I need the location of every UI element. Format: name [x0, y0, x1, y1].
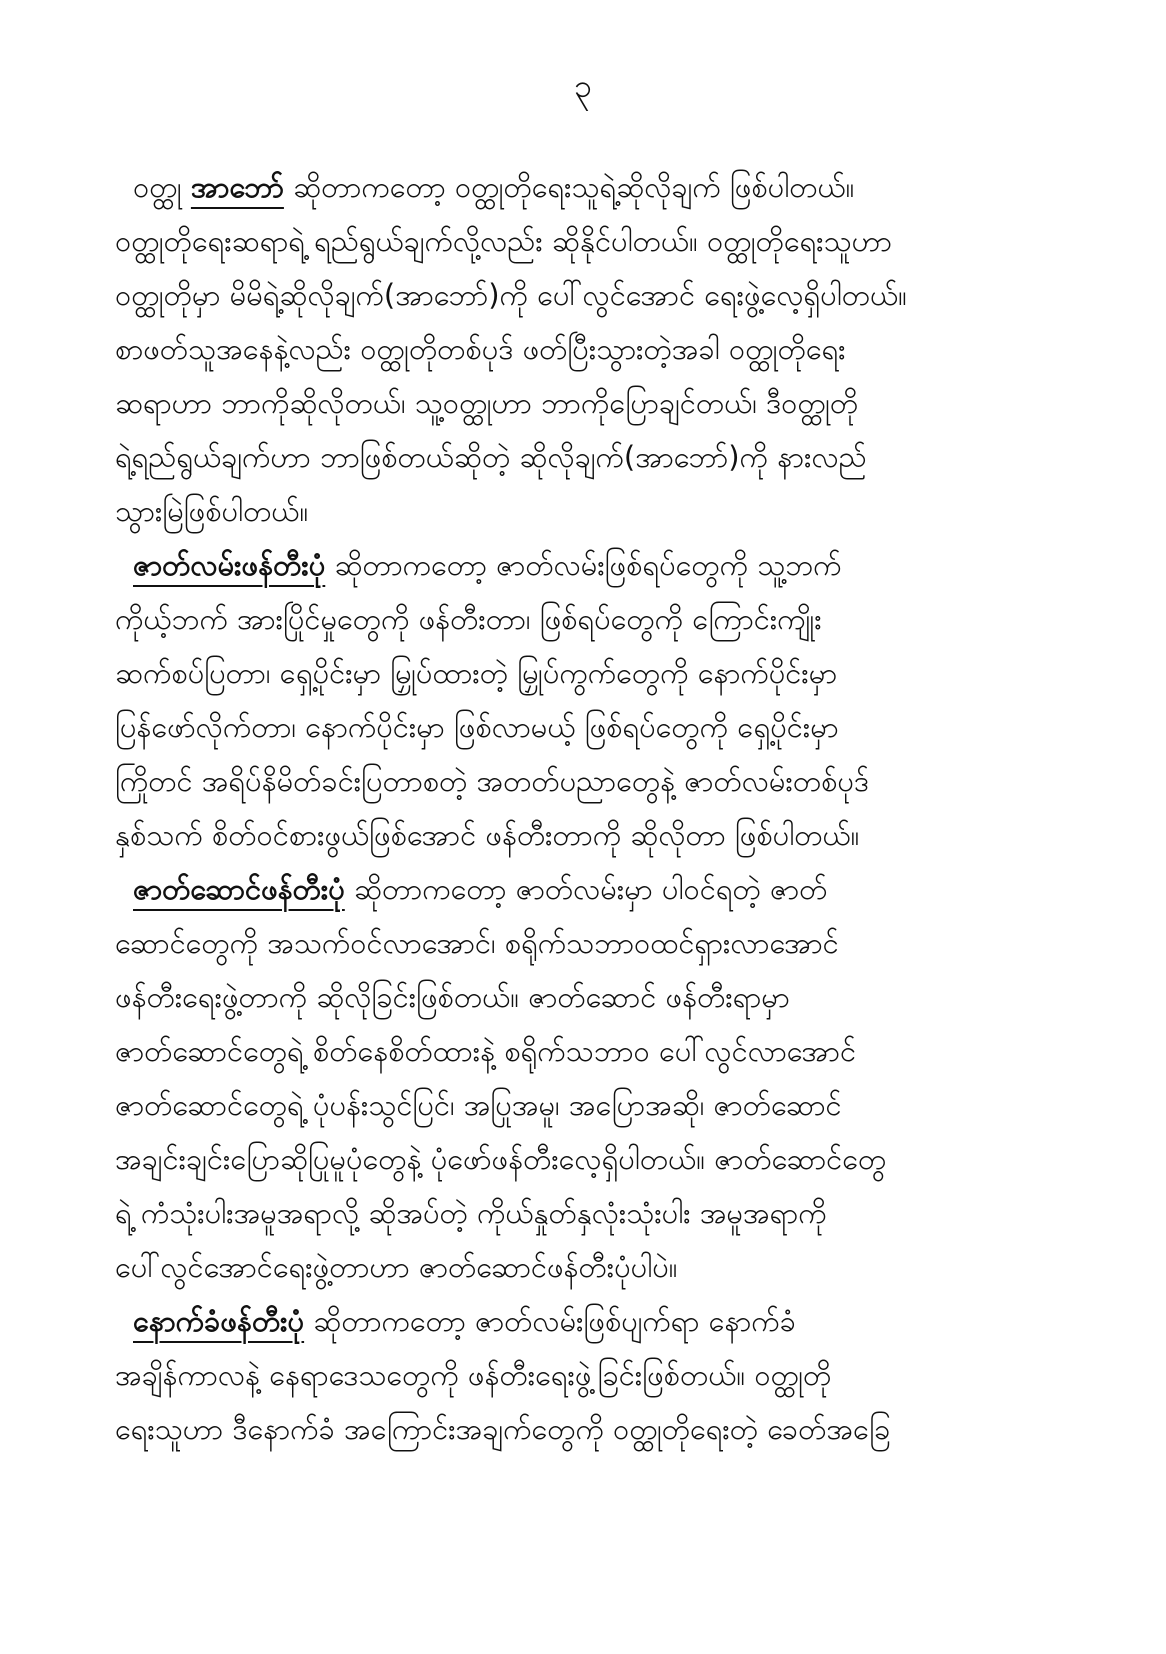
paragraph-characters: [115, 862, 1095, 1294]
paragraph-line: စာဖတ်သူအနေနဲ့လည်း ဝတ္ထုတိုတစ်ပုဒ် ဖတ်ပြီးသွားတဲ့အခါ ဝတ္ထုတိုရေး: [115, 332, 846, 366]
body-text: [115, 160, 1095, 1456]
paragraph-lead: ဝတ္ထု: [133, 170, 191, 204]
paragraph-plot: [115, 538, 1095, 862]
paragraph-line: ဇာတ်ဆောင်တွေရဲ့ ပုံပန်းသွင်ပြင်၊ အပြုအမူ၊ အပြောအဆို၊ ဇာတ်ဆောင်: [115, 1088, 842, 1122]
paragraph-theme: [115, 160, 1095, 538]
page-number: ၃: [574, 67, 592, 105]
paragraph-line: ဆက်စပ်ပြတာ၊ ရှေ့ပိုင်းမှာ မြှုပ်ထားတဲ့ မြှုပ်ကွက်တွေကို နောက်ပိုင်းမှာ: [115, 656, 838, 690]
paragraph-line: ရေးသူဟာ ဒီနောက်ခံ အကြောင်းအချက်တွေကို ဝတ္ထုတိုရေးတဲ့ ခေတ်အခြေ: [115, 1412, 891, 1446]
line-text: ဆိုတာကတော့ ဇာတ်လမ်းမှာ ပါဝင်ရတဲ့ ဇာတ်: [344, 872, 828, 906]
line-text: ဆိုတာကတော့ ဇာတ်လမ်းဖြစ်ရပ်တွေကို သူ့ဘက်: [325, 548, 842, 582]
paragraph-line: ဆရာဟာ ဘာကိုဆိုလိုတယ်၊ သူ့ဝတ္ထုဟာ ဘာကိုပြောချင်တယ်၊ ဒီဝတ္ထုတို: [115, 386, 859, 420]
line-text: ဆိုတာကတော့ ဇာတ်လမ်းဖြစ်ပျက်ရာ နောက်ခံ: [304, 1304, 796, 1338]
paragraph-line: နှစ်သက် စိတ်ဝင်စားဖွယ်ဖြစ်အောင် ဖန်တီးတာကို ဆိုလိုတာ ဖြစ်ပါတယ်။: [115, 818, 860, 852]
paragraph-line: ဆောင်တွေကို အသက်ဝင်လာအောင်၊ စရိုက်သဘာဝထင်ရှားလာအောင်: [115, 926, 839, 960]
paragraph-line: ပေါ်လွင်အောင်ရေးဖွဲ့တာဟာ ဇာတ်ဆောင်ဖန်တီးပုံပါပဲ။: [115, 1250, 678, 1284]
paragraph-line: ပြန်ဖော်လိုက်တာ၊ နောက်ပိုင်းမှာ ဖြစ်လာမယ့် ဖြစ်ရပ်တွေကို ရှေ့ပိုင်းမှာ: [115, 710, 839, 744]
paragraph-line: [115, 862, 1095, 916]
line-text: ဆိုတာကတော့ ဝတ္ထုတိုရေးသူရဲ့ဆိုလိုချက် ဖြစ်ပါတယ်။: [283, 170, 855, 204]
term-heading: ဇာတ်လမ်းဖန်တီးပုံ: [133, 548, 326, 582]
paragraph-line: ကြိုတင် အရိပ်နိမိတ်ခင်းပြတာစတဲ့ အတတ်ပညာတွေနဲ့ ဇာတ်လမ်းတစ်ပုဒ်: [115, 764, 870, 798]
paragraph-line: ဖန်တီးရေးဖွဲ့တာကို ဆိုလိုခြင်းဖြစ်တယ်။ ဇာတ်ဆောင် ဖန်တီးရာမှာ: [115, 980, 790, 1014]
paragraph-line: [115, 1294, 1095, 1348]
paragraph-line: ဝတ္ထုတိုရေးဆရာရဲ့ ရည်ရွယ်ချက်လို့လည်း ဆိုနိုင်ပါတယ်။ ဝတ္ထုတိုရေးသူဟာ: [115, 224, 892, 258]
paragraph-line: ကိုယ့်ဘက် အားပြိုင်မှုတွေကို ဖန်တီးတာ၊ ဖြစ်ရပ်တွေကို ကြောင်းကျိုး: [115, 602, 822, 636]
paragraph-line: ရဲ့ ကံသုံးပါးအမူအရာလို့ ဆိုအပ်တဲ့ ကိုယ်နှုတ်နှလုံးသုံးပါး အမူအရာကို: [115, 1196, 827, 1230]
term-heading: ဇာတ်ဆောင်ဖန်တီးပုံ: [133, 872, 345, 906]
paragraph-line: [115, 538, 1095, 592]
paragraph-line: ဝတ္ထုတိုမှာ မိမိရဲ့ဆိုလိုချက်(အာဘော်)ကို ပေါ်လွင်အောင် ရေးဖွဲ့လေ့ရှိပါတယ်။: [115, 278, 907, 312]
paragraph-line: သွားမြဲဖြစ်ပါတယ်။: [115, 494, 309, 528]
term-heading: အာဘော်: [190, 170, 284, 204]
paragraph-setting: [115, 1294, 1095, 1456]
term-heading: နောက်ခံဖန်တီးပုံ: [133, 1304, 305, 1338]
paragraph-line: ဇာတ်ဆောင်တွေရဲ့ စိတ်နေစိတ်ထားနဲ့ စရိုက်သဘာဝ ပေါ်လွင်လာအောင်: [115, 1034, 857, 1068]
paragraph-line: [115, 160, 1095, 214]
paragraph-line: အချင်းချင်းပြောဆိုပြုမူပုံတွေနဲ့ ပုံဖော်ဖန်တီးလေ့ရှိပါတယ်။ ဇာတ်ဆောင်တွေ: [115, 1142, 887, 1176]
paragraph-line: ရဲ့ရည်ရွယ်ချက်ဟာ ဘာဖြစ်တယ်ဆိုတဲ့ ဆိုလိုချက်(အာဘော်)ကို နားလည်: [115, 440, 867, 474]
paragraph-line: အချိန်ကာလနဲ့ နေရာဒေသတွေကို ဖန်တီးရေးဖွဲ့ခြင်းဖြစ်တယ်။ ဝတ္ထုတို: [115, 1358, 832, 1392]
